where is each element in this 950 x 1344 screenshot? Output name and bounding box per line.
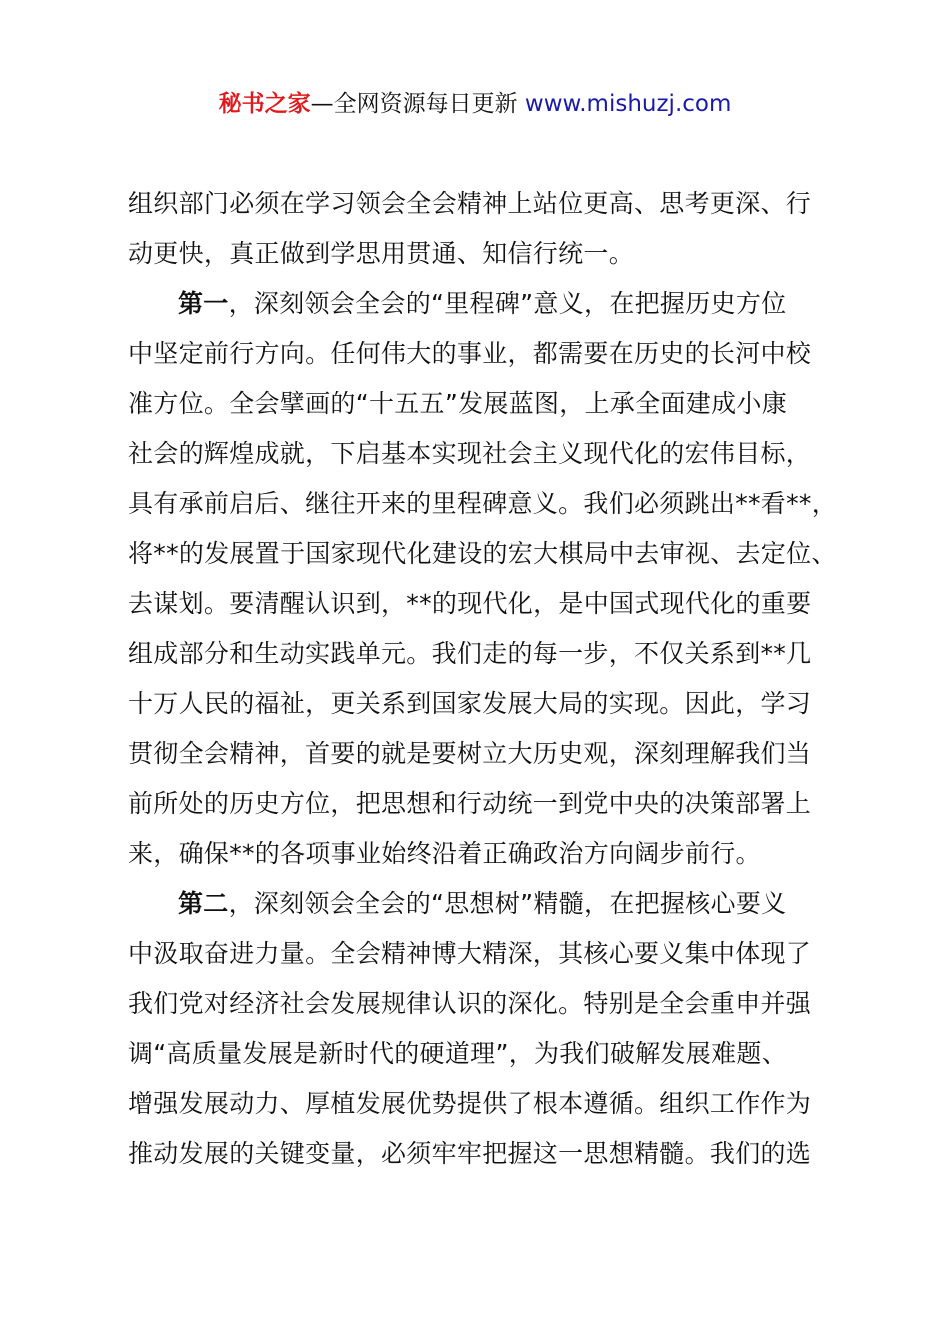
text-line: 来，确保**的各项事业始终沿着正确政治方向阔步前行。 xyxy=(128,839,761,868)
text-line: 具有承前启后、继往开来的里程碑意义。我们必须跳出**看**， xyxy=(128,489,838,518)
text-line: 将**的发展置于国家现代化建设的宏大棋局中去审视、去定位、 xyxy=(128,539,837,568)
text-line: 动更快，真正做到学思用贯通、知信行统一。 xyxy=(128,239,635,268)
text-line: 组织部门必须在学习领会全会精神上站位更高、思考更深、行 xyxy=(128,189,812,218)
text-line: 贯彻全会精神，首要的就是要树立大历史观，深刻理解我们当 xyxy=(128,739,812,768)
text-line: 调“高质量发展是新时代的硬道理”，为我们破解发展难题、 xyxy=(128,1039,788,1068)
document-body xyxy=(128,183,838,1183)
paragraph-second-start: 第二，深刻领会全会的“思想树”精髓，在把握核心要义 xyxy=(178,889,787,918)
text-line: 前所处的历史方位，把思想和行动统一到党中央的决策部署上 xyxy=(128,789,812,818)
text-line: 推动发展的关键变量，必须牢牢把握这一思想精髓。我们的选 xyxy=(128,1139,812,1168)
site-header xyxy=(0,86,950,122)
text-line: 社会的辉煌成就，下启基本实现社会主义现代化的宏伟目标， xyxy=(128,439,812,468)
text-line: 增强发展动力、厚植发展优势提供了根本遵循。组织工作作为 xyxy=(128,1089,812,1118)
site-url-link[interactable]: www.mishuzj.com xyxy=(524,91,732,117)
text-line: 中汲取奋进力量。全会精神博大精深，其核心要义集中体现了 xyxy=(128,939,812,968)
text-line: 十万人民的福祉，更关系到国家发展大局的实现。因此，学习 xyxy=(128,689,812,718)
text-line: 去谋划。要清醒认识到，**的现代化，是中国式现代化的重要 xyxy=(128,589,812,618)
paragraph-first-start: 第一，深刻领会全会的“里程碑”意义，在把握历史方位 xyxy=(178,289,787,318)
text-line: 准方位。全会擘画的“十五五”发展蓝图，上承全面建成小康 xyxy=(128,389,788,418)
text-line: 我们党对经济社会发展规律认识的深化。特别是全会重申并强 xyxy=(128,989,812,1018)
text-line: 中坚定前行方向。任何伟大的事业，都需要在历史的长河中校 xyxy=(128,339,812,368)
text-line: 组成部分和生动实践单元。我们走的每一步，不仅关系到**几 xyxy=(128,639,812,668)
site-tagline: —全网资源每日更新 xyxy=(310,91,525,117)
site-brand: 秘书之家 xyxy=(218,91,311,117)
section-lead-second: 第二 xyxy=(178,889,229,918)
section-lead-first: 第一 xyxy=(178,289,229,318)
